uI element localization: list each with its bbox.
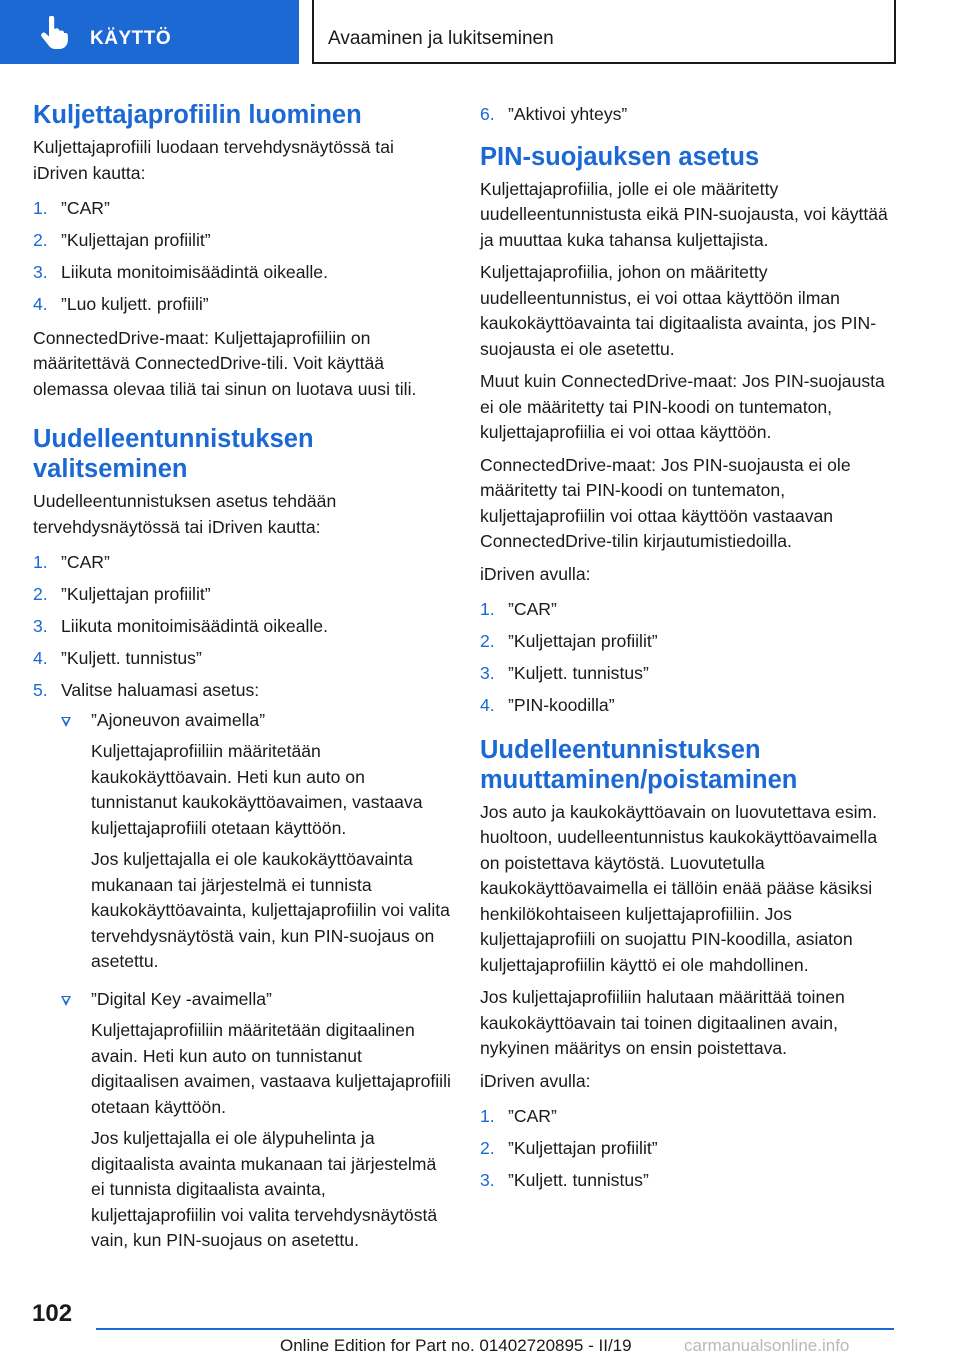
paragraph: iDriven avulla: (480, 1070, 591, 1091)
list-item (33, 646, 451, 672)
step-number: 2. (33, 230, 48, 250)
step-text: ”CAR” (61, 198, 110, 218)
option-note: Jos kuljettajalla ei ole kaukokäyttöavainta mukanaan tai järjestelmä ei tunnista kaukokäyttöavainta, kuljettajaprofiilin voi valita tervehdysnäytöstä vain, kun PIN-suojaus on asetettu. (91, 849, 450, 971)
hand-pointer-icon (38, 16, 68, 50)
paragraph: Muut kuin ConnectedDrive-maat: Jos PIN-suojausta ei ole määritetty tai PIN-koodi on tuntematon, kuljettajaprofiilia ei voi ottaa käyttöön. (480, 371, 885, 442)
step-number: 1. (480, 1106, 495, 1126)
triangle-bullet-icon (61, 996, 71, 1006)
step-list (480, 597, 900, 719)
heading-select-recognition: Uudelleentunnistuksen valitseminen (33, 425, 314, 483)
step-text: ”Kuljettajan profiilit” (61, 584, 211, 604)
step-number: 4. (480, 695, 495, 715)
step-text: ”Luo kuljett. profiili” (61, 294, 209, 314)
watermark: carmanualsonline.info (684, 1336, 850, 1355)
list-item (33, 228, 451, 254)
section-title: Avaaminen ja lukitseminen (328, 28, 554, 49)
left-column (33, 100, 451, 1262)
right-column (480, 102, 900, 1202)
step-number: 1. (33, 552, 48, 572)
list-item (33, 260, 451, 286)
heading-create-profile: Kuljettajaprofiilin luominen (33, 101, 362, 129)
paragraph: iDriven avulla: (480, 563, 591, 584)
option-description: Kuljettajaprofiiliin määritetään digitaalinen avain. Heti kun auto on tunnistanut digitaalisen avaimen, vastaava kuljettajaprofiili otetaan käyttöön. (91, 1020, 451, 1117)
paragraph: ConnectedDrive-maat: Jos PIN-suojausta ei ole määritetty tai PIN-koodi on tuntematon, kuljettajaprofiilin voi ottaa käyttöön vastaavan ConnectedDrive-tilin kirjautumistiedoilla. (480, 454, 851, 551)
step-text: Liikuta monitoimisäädintä oikealle. (61, 616, 328, 636)
option-label: ”Digital Key -avaimella” (91, 988, 272, 1009)
step-list (33, 196, 451, 318)
step-number: 2. (33, 584, 48, 604)
paragraph: Jos kuljettajaprofiiliin halutaan määrittää toinen kaukokäyttöavain tai toinen digitaalinen avain, nykyinen määritys on ensin poistettava. (480, 987, 845, 1058)
list-item (33, 550, 451, 576)
step-list (33, 550, 451, 1254)
paragraph: Uudelleentunnistuksen asetus tehdään tervehdysnäytössä tai iDriven kautta: (33, 491, 337, 537)
edition-text: Online Edition for Part no. 01402720895 - II/19 (280, 1336, 632, 1355)
step-text: ”Kuljett. tunnistus” (61, 648, 202, 668)
option-description: Kuljettajaprofiiliin määritetään kaukokäyttöavain. Heti kun auto on tunnistanut kaukokäyttöavaimen, vastaava kuljettajaprofiili otetaan käyttöön. (91, 741, 423, 838)
heading-change-recognition: Uudelleentunnistuksen muuttaminen/poistaminen (480, 735, 798, 794)
step-text: ”Kuljett. tunnistus” (508, 663, 649, 683)
list-item (33, 678, 451, 1254)
list-item (33, 614, 451, 640)
option-label: ”Ajoneuvon avaimella” (91, 709, 266, 730)
paragraph: ConnectedDrive-maat: Kuljettajaprofiiliin on määritettävä ConnectedDrive-tili. Voit käyttää olemassa olevaa tiliä tai sinun on luotava uusi tili. (33, 327, 417, 399)
paragraph: Kuljettajaprofiilia, johon on määritetty uudelleentunnistus, ei voi ottaa käyttöön ilman kaukokäyttöavainta tai digitaalista avainta, jos PIN-suojausta ei ole asetettu. (480, 262, 877, 359)
chapter-label: KÄYTTÖ (90, 28, 172, 49)
step-number: 2. (480, 1138, 495, 1158)
list-item (480, 102, 900, 128)
step-number: 4. (33, 294, 48, 314)
paragraph: Kuljettajaprofiili luodaan tervehdysnäytössä tai iDriven kautta: (33, 137, 394, 183)
chapter-tab (0, 0, 299, 64)
step-text: Valitse haluamasi asetus: (61, 680, 260, 700)
paragraph: Kuljettajaprofiilia, jolle ei ole määritetty uudelleentunnistusta eikä PIN-suojausta, voi käyttää ja muuttaa kuka tahansa kuljettajista. (480, 178, 888, 250)
step-text: ”Kuljettajan profiilit” (508, 631, 658, 651)
step-number: 6. (480, 104, 495, 124)
section-header (312, 0, 896, 64)
step-list (480, 1104, 900, 1194)
step-text: Liikuta monitoimisäädintä oikealle. (61, 262, 328, 282)
option-item (61, 708, 451, 975)
step-number: 3. (480, 663, 495, 683)
step-number: 3. (33, 262, 48, 282)
list-item (480, 1136, 900, 1162)
page-number: 102 (32, 1300, 73, 1327)
step-number: 1. (480, 599, 495, 619)
list-item (480, 1104, 900, 1130)
step-number: 3. (33, 616, 48, 636)
step-number: 5. (33, 680, 48, 700)
footer-divider (96, 1328, 894, 1330)
list-item (480, 629, 900, 655)
step-number: 1. (33, 198, 48, 218)
step-number: 3. (480, 1170, 495, 1190)
list-item (33, 582, 451, 608)
list-item (480, 1168, 900, 1194)
step-number: 4. (33, 648, 48, 668)
heading-pin-protection: PIN-suojauksen asetus (480, 142, 760, 171)
list-item (33, 292, 451, 318)
paragraph: Jos auto ja kaukokäyttöavain on luovutettava esim. huoltoon, uudelleentunnistus kaukokäyttöavaimella on poistettava käytöstä. Luovutetulla kaukokäyttöavaimella ei tällöin enää pääse käsiksi henkilökohtaiseen kuljettajaprofiiliin. Jos kuljettajaprofiili on suojattu PIN-koodilla, asiaton kuljettajaprofiilin käyttö ei ole mahdollinen. (480, 801, 878, 975)
list-item (480, 693, 900, 719)
list-item (33, 196, 451, 222)
list-item (480, 661, 900, 687)
step-text: ”Aktivoi yhteys” (508, 104, 628, 124)
step-text: ”Kuljettajan profiilit” (508, 1138, 658, 1158)
option-note: Jos kuljettajalla ei ole älypuhelinta ja digitaalista avainta mukanaan tai järjestelmä ei tunnista digitaalista avainta, kuljettajaprofiilin voi valita tervehdysnäytöstä vain, kun PIN-suojaus on asetettu. (91, 1128, 438, 1250)
option-list (61, 708, 451, 1254)
step-number: 2. (480, 631, 495, 651)
list-item (480, 597, 900, 623)
step-text: ”CAR” (508, 1106, 557, 1126)
option-item (61, 987, 451, 1254)
step-text: ”Kuljettajan profiilit” (61, 230, 211, 250)
step-text: ”Kuljett. tunnistus” (508, 1170, 649, 1190)
step-text: ”PIN-koodilla” (508, 695, 615, 715)
step-text: ”CAR” (61, 552, 110, 572)
step-text: ”CAR” (508, 599, 557, 619)
triangle-bullet-icon (61, 717, 71, 727)
